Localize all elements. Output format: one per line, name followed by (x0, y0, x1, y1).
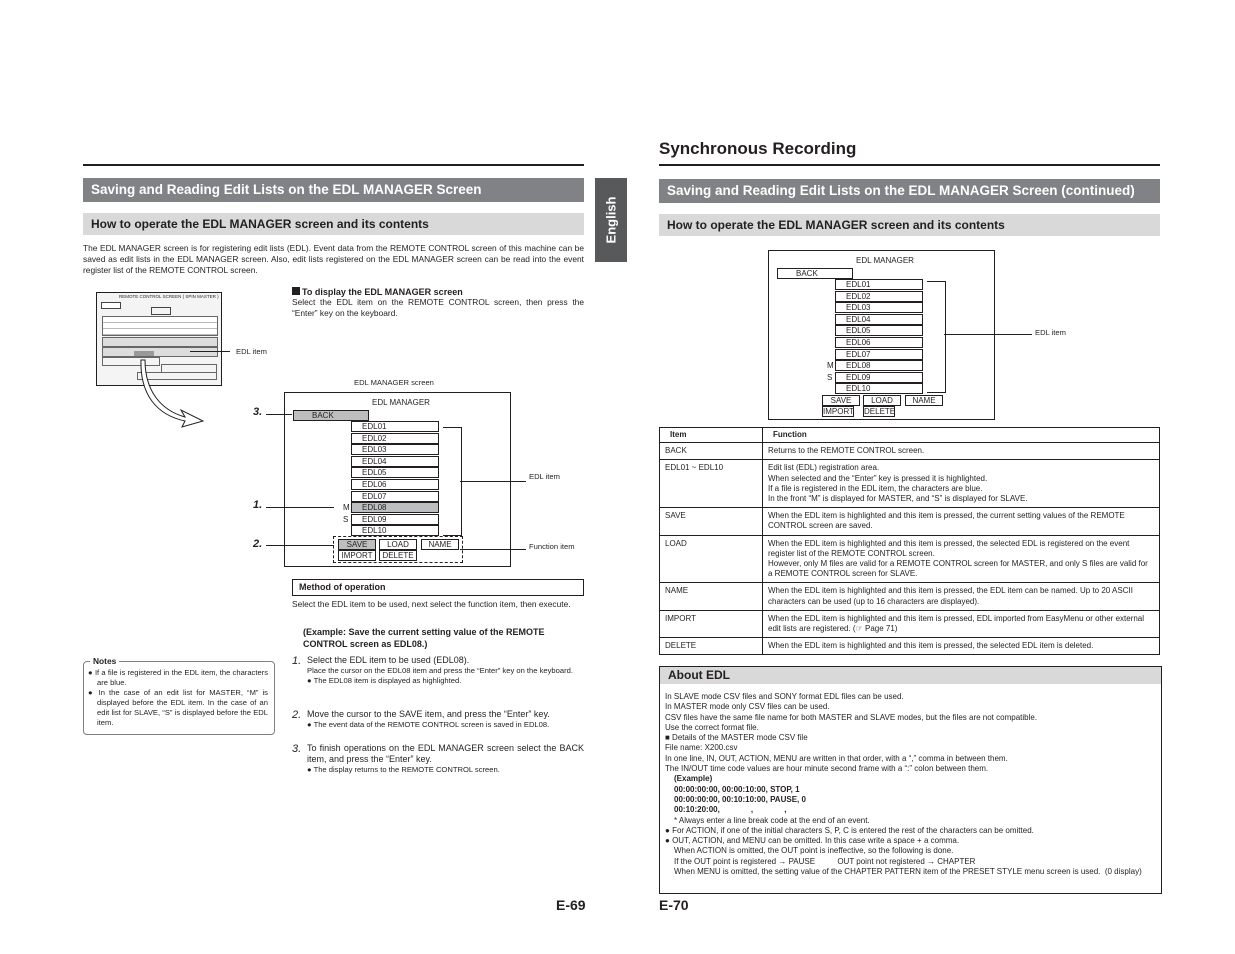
left-subsection-banner: How to operate the EDL MANAGER screen and its contents (83, 213, 584, 235)
load-button-right[interactable]: LOAD (863, 395, 901, 406)
edl-item[interactable]: EDL01 (351, 421, 439, 432)
about-line: File name: X200.csv (665, 743, 738, 753)
method-box (292, 579, 584, 596)
edl-manager-screen-right (768, 250, 995, 420)
about-line: The IN/OUT time code values are hour minute second frame with a “:” colon between them. (665, 764, 989, 774)
edl-item-label-right: EDL item (1035, 328, 1066, 337)
m-indicator: M (343, 503, 350, 512)
edl-manager-screen-left (284, 392, 511, 567)
table-cell-function: When the EDL item is highlighted and this item is pressed, the current setting values of the REMOTE CONTROL screen are saved. (763, 508, 1160, 535)
about-edl-content (665, 692, 1157, 877)
table-header-item: Item (660, 428, 763, 443)
s-indicator: S (343, 515, 349, 524)
table-header-function: Function (763, 428, 1160, 443)
function-item-label: Function item (529, 542, 575, 551)
method-heading: Method of operation (299, 582, 386, 592)
edl-item[interactable]: EDL03 (835, 302, 923, 313)
edl-item[interactable]: EDL07 (835, 349, 923, 360)
notes-box (83, 656, 275, 735)
right-subsection-banner: How to operate the EDL MANAGER screen and its contents (659, 214, 1160, 236)
bullet-icon: ● (307, 676, 314, 685)
bullet-icon: ● (665, 825, 673, 835)
edl-item[interactable]: EDL08 (351, 502, 439, 513)
edl-item[interactable]: EDL05 (351, 467, 439, 478)
arrow-icon (135, 355, 210, 430)
edl-item[interactable]: EDL10 (835, 383, 923, 394)
edl-item[interactable]: EDL03 (351, 444, 439, 455)
edl-item[interactable]: EDL06 (835, 337, 923, 348)
edl-screen-title-right: EDL MANAGER (856, 256, 914, 265)
notes-heading: Notes (90, 656, 119, 666)
table-cell-function: When the EDL item is highlighted and this item is pressed, EDL imported from EasyMenu or other external edit lists are registered. (☞ Page 71) (763, 610, 1160, 637)
edl-item-label: EDL item (529, 472, 560, 481)
s-indicator-right: S (827, 373, 833, 382)
table-row (660, 535, 1160, 583)
step-title: Move the cursor to the SAVE item, and press the “Enter” key. (307, 709, 550, 719)
table-cell-item: IMPORT (660, 610, 763, 637)
about-bullet: ● For ACTION, if one of the initial characters S, P, C is entered the rest of the characters can be omitted. (665, 825, 1034, 835)
edl-item[interactable]: EDL01 (835, 279, 923, 290)
bullet-icon: ● (307, 720, 314, 729)
about-line: When ACTION is omitted, the OUT point is ineffective, so the following is done. (674, 846, 954, 856)
load-button[interactable]: LOAD (379, 539, 417, 550)
step-item (292, 709, 584, 730)
edl-item[interactable]: EDL06 (351, 479, 439, 490)
bullet-icon: ● (307, 765, 314, 774)
save-button-right[interactable]: SAVE (822, 395, 860, 406)
about-line: In MASTER mode only CSV files can be used. (665, 702, 830, 712)
edl-item[interactable]: EDL04 (835, 314, 923, 325)
right-page-title: Synchronous Recording (659, 139, 857, 158)
delete-button-right[interactable]: DELETE (864, 407, 896, 416)
edl-item[interactable]: EDL02 (351, 433, 439, 444)
about-line: CSV files have the same file name for both MASTER and SLAVE modes, but the files are not compatible. (665, 712, 1038, 722)
name-button[interactable]: NAME (421, 539, 459, 550)
about-line: If the OUT point is registered → PAUSE OUT point not registered → CHAPTER (674, 856, 976, 866)
bullet-icon: ● (88, 688, 99, 697)
about-line: When MENU is omitted, the setting value of the CHAPTER PATTERN item of the PRESET STYLE menu screen is used. (0 display) (674, 867, 1142, 877)
left-intro-text: The EDL MANAGER screen is for registering edit lists (EDL). Event data from the REMOTE CONTROL screen of this machine can be saved as edit lists in the EDL MANAGER screen. Also, edit lists registered on the EDL MANAGER screen can be read into the event register list of the REMOTE CONTROL screen. (83, 243, 584, 275)
step-item (292, 743, 584, 775)
notes-list (88, 668, 268, 728)
note-item: ● If a file is registered in the EDL item, the characters are blue. (88, 668, 269, 687)
table-row (660, 610, 1160, 637)
step-title: To finish operations on the EDL MANAGER screen select the BACK item, and press the “Enter” key. (307, 743, 584, 764)
step-detail: Place the cursor on the EDL08 item and press the “Enter” key on the keyboard. (307, 666, 573, 675)
bullet-icon: ● (88, 668, 95, 677)
about-bullet: ● OUT, ACTION, and MENU can be omitted. In this case write a space + a comma. (665, 836, 960, 846)
callout-1: 1. (253, 499, 263, 511)
black-square-icon (292, 287, 300, 295)
step-bullet: ● The EDL08 item is displayed as highlighted. (307, 676, 462, 685)
table-cell-function: Edit list (EDL) registration area. When selected and the “Enter” key is pressed it is highlighted. If a file is registered in the EDL item, the characters are blue. In the front “M” is displayed for MASTER, and “S” is displayed for SLAVE. (763, 460, 1160, 508)
edl-item[interactable]: EDL02 (835, 291, 923, 302)
edl-item[interactable]: EDL07 (351, 491, 439, 502)
table-cell-item: DELETE (660, 638, 763, 655)
back-button-right[interactable]: BACK (777, 268, 853, 279)
step-number: 3. (292, 743, 302, 755)
example-line: 00:00:00:00, 00:10:10:00, PAUSE, 0 (674, 794, 806, 804)
table-cell-item: EDL01 ~ EDL10 (660, 460, 763, 508)
left-top-rule (83, 164, 584, 166)
note-item: ● In the case of an edit list for MASTER, “M” is displayed before the EDL item. In the case of an edit list for SLAVE, “S” is displayed before the EDL item. (88, 688, 268, 727)
remote-edl-item-label: EDL item (236, 347, 267, 356)
bullet-icon: ● (665, 836, 673, 846)
line-break-note: * Always enter a line break code at the end of an event. (674, 815, 870, 825)
table-row (660, 583, 1160, 610)
edl-item[interactable]: EDL09 (835, 372, 923, 383)
step-number: 1. (292, 655, 302, 667)
example-line: 00:00:00:00, 00:00:10:00, STOP, 1 (674, 784, 800, 794)
table-cell-item: LOAD (660, 535, 763, 583)
edl-item[interactable]: EDL05 (835, 325, 923, 336)
function-table (659, 427, 1160, 655)
table-row (660, 443, 1160, 460)
left-section-banner: Saving and Reading Edit Lists on the EDL MANAGER Screen (83, 178, 584, 202)
right-section-banner: Saving and Reading Edit Lists on the EDL MANAGER Screen (continued) (659, 179, 1160, 203)
edl-item[interactable]: EDL04 (351, 456, 439, 467)
callout-2: 2. (253, 538, 263, 550)
m-indicator-right: M (827, 361, 834, 370)
table-row (660, 638, 1160, 655)
edl-item[interactable]: EDL10 (351, 525, 439, 536)
step-title: Select the EDL item to be used (EDL08). (307, 655, 470, 665)
name-button-right[interactable]: NAME (905, 395, 943, 406)
about-line: Use the correct format file. (665, 722, 759, 732)
step-item (292, 655, 584, 686)
example-label: (Example) (674, 774, 713, 784)
right-page-number: E-70 (659, 897, 689, 913)
step-number: 2. (292, 709, 302, 721)
example-heading: (Example: Save the current setting value of the REMOTE CONTROL screen as EDL08.) (303, 627, 545, 649)
table-cell-item: BACK (660, 443, 763, 460)
method-text: Select the EDL item to be used, next select the function item, then execute. (292, 599, 571, 609)
left-page-number: E-69 (556, 897, 586, 913)
language-tab: English (595, 178, 627, 262)
table-row (660, 460, 1160, 508)
about-edl-heading: About EDL (660, 667, 1161, 684)
callout-3: 3. (253, 406, 263, 418)
step-bullet: ● The display returns to the REMOTE CONTROL screen. (307, 765, 500, 774)
import-button-right[interactable]: IMPORT (823, 407, 854, 416)
import-button[interactable]: IMPORT (338, 550, 376, 561)
right-top-rule (659, 164, 1160, 166)
example-line: 00:10:20:00, , , (674, 805, 787, 815)
display-heading: To display the EDL MANAGER screen (292, 287, 463, 297)
edl-item[interactable]: EDL08 (835, 360, 923, 371)
about-edl-box (659, 666, 1162, 894)
display-text: Select the EDL item on the REMOTE CONTROL screen, then press the “Enter” key on the keyboard. (292, 297, 584, 318)
table-cell-item: SAVE (660, 508, 763, 535)
delete-button[interactable]: DELETE (379, 550, 417, 561)
back-button[interactable]: BACK (293, 410, 369, 421)
edl-screen-title: EDL MANAGER (372, 398, 430, 407)
about-line: In one line, IN, OUT, ACTION, MENU are written in that order, with a “,” comma in between them. (665, 753, 1008, 763)
edl-item[interactable]: EDL09 (351, 514, 439, 525)
table-cell-function: When the EDL item is highlighted and this item is pressed, the selected EDL item is deleted. (763, 638, 1160, 655)
edl-screen-caption: EDL MANAGER screen (354, 378, 434, 387)
table-cell-function: When the EDL item is highlighted and this item is pressed, the EDL item can be named. Up to 20 ASCII characters can be used (up to 16 characters are displayed). (763, 583, 1160, 610)
step-bullet: ● The event data of the REMOTE CONTROL screen is saved in EDL08. (307, 720, 550, 729)
about-line: ■ Details of the MASTER mode CSV file (665, 733, 808, 743)
about-line: In SLAVE mode CSV files and SONY format EDL files can be used. (665, 692, 904, 701)
remote-screen-title: REMOTE CONTROL SCREEN ( SPIN MASTER ) (119, 294, 219, 299)
table-row (660, 508, 1160, 535)
save-button[interactable]: SAVE (338, 539, 376, 550)
table-cell-function: When the EDL item is highlighted and this item is pressed, the selected EDL is registered on the event register list of the REMOTE CONTROL screen. However, only M files are valid for a REMOTE CONTROL screen for MASTER, and only S files are valid for a REMOTE CONTROL screen for SLAVE. (763, 535, 1160, 583)
table-cell-item: NAME (660, 583, 763, 610)
table-cell-function: Returns to the REMOTE CONTROL screen. (763, 443, 1160, 460)
